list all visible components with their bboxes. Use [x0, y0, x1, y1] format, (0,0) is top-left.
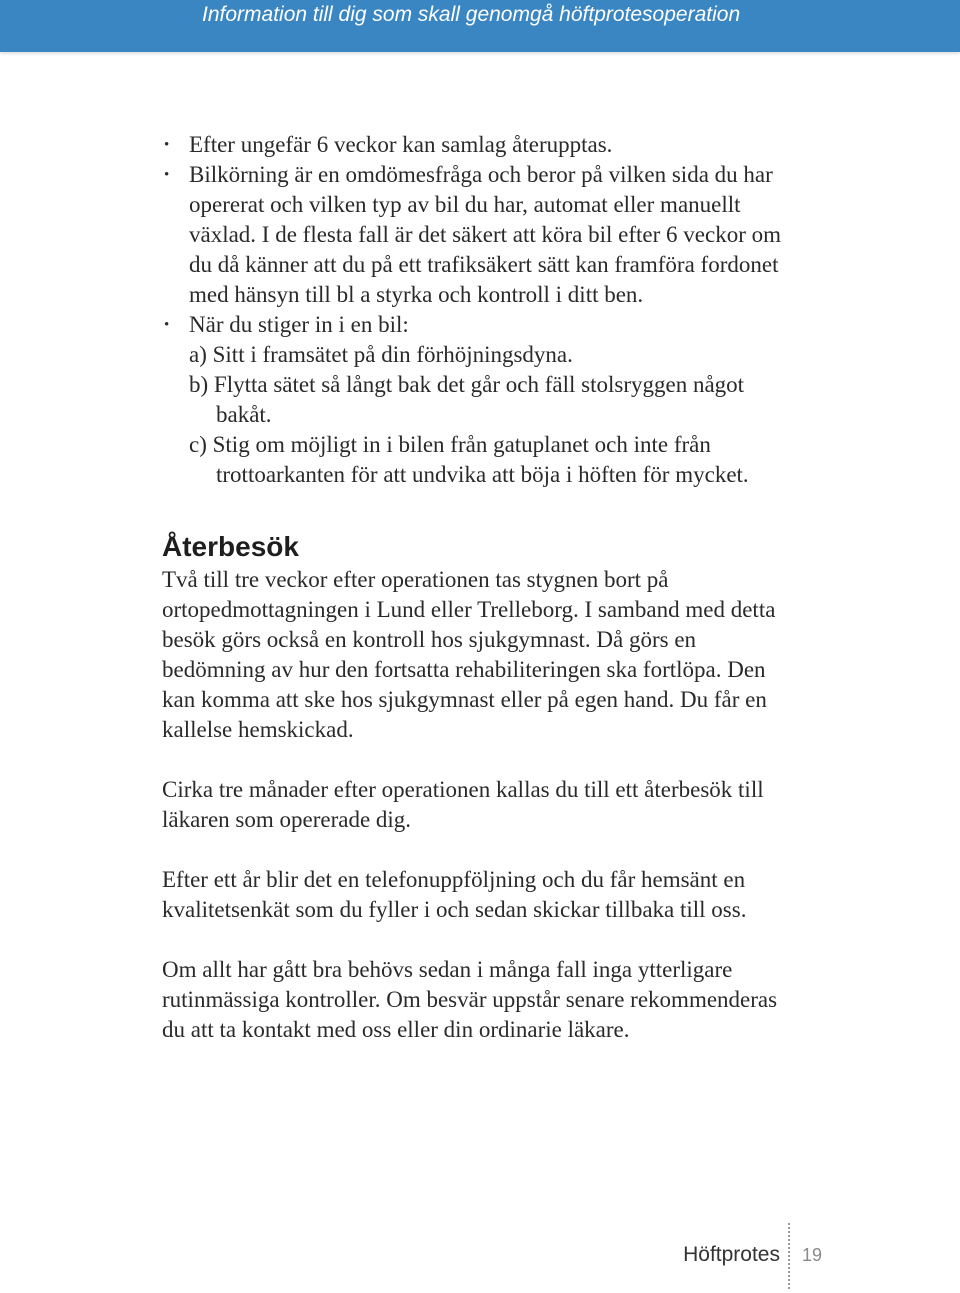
paragraph: Cirka tre månader efter operationen kallas du till ett återbesök till läkaren som opererade dig.	[162, 777, 764, 832]
footer-divider	[788, 1223, 790, 1289]
sub-list-item: b) Flytta sätet så långt bak det går och fäll stolsryggen något bakåt.	[189, 372, 745, 427]
footer-label: Höftprotes	[683, 1243, 780, 1266]
paragraph: Efter ett år blir det en telefonuppföljning och du får hemsänt en kvalitetsenkät som du fyller i och sedan skickar tillbaka till oss.	[162, 867, 747, 922]
sub-list	[189, 340, 802, 490]
list-item	[162, 130, 802, 160]
list-item-text: Efter ungefär 6 veckor kan samlag återupptas.	[189, 132, 613, 157]
list-item	[162, 310, 802, 490]
bullet-icon: •	[164, 167, 170, 183]
page-footer	[0, 1223, 960, 1289]
list-item-text: Bilkörning är en omdömesfråga och beror på vilken sida du har opererat och vilken typ av bil du har, automat eller manuellt växlad. I de flesta fall är det säkert att köra bil efter 6 veckor om du då känner att du på ett trafiksäkert sätt kan framföra fordonet med hänsyn till bl a styrka och kontroll i ditt ben.	[189, 162, 781, 307]
bullet-icon: •	[164, 317, 170, 333]
paragraph: Om allt har gått bra behövs sedan i många fall inga ytterligare rutinmässiga kontroller. Om besvär uppstår senare rekommenderas du att ta kontakt med oss eller din ordinarie läkare.	[162, 957, 778, 1042]
list-item-text: När du stiger in i en bil:	[189, 312, 409, 337]
section-heading: Återbesök	[162, 531, 299, 562]
list-item	[162, 160, 802, 310]
sub-list-item: a) Sitt i framsätet på din förhöjningsdyna.	[189, 342, 573, 367]
header-bar	[0, 0, 960, 52]
main-content	[162, 130, 802, 1045]
header-title: Information till dig som skall genomgå höftprotesoperation	[202, 3, 741, 26]
bullet-list	[162, 130, 802, 490]
paragraph: Två till tre veckor efter operationen tas stygnen bort på ortopedmottagningen i Lund eller Trelleborg. I samband med detta besök görs också en kontroll hos sjukgymnast. Då görs en bedömning av hur den fortsatta rehabiliteringen ska fortlöpa. Den kan komma att ske hos sjukgymnast eller på egen hand. Du får en kallelse hemskickad.	[162, 567, 776, 742]
sub-list-item: c) Stig om möjligt in i bilen från gatuplanet och inte från trottoarkanten för att undvika att böja i höften för mycket.	[189, 432, 749, 487]
page-number: 19	[802, 1245, 823, 1265]
bullet-icon: •	[164, 137, 170, 153]
